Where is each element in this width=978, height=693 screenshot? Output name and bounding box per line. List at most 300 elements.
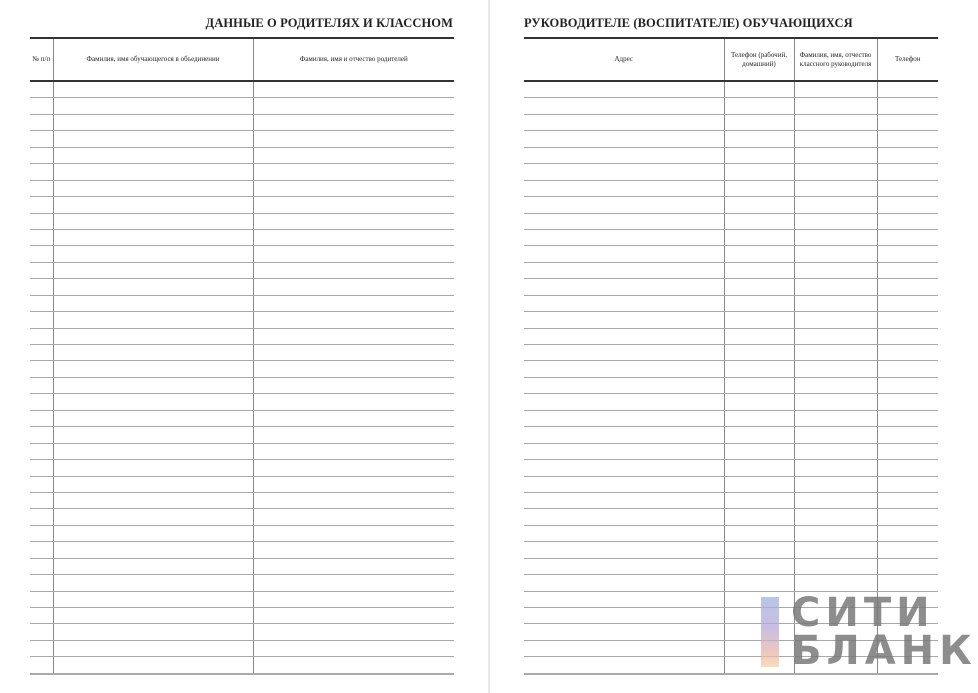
table-row (30, 312, 454, 328)
table-row (30, 229, 454, 245)
table-cell (724, 345, 794, 361)
table-cell (30, 114, 53, 130)
table-cell (724, 147, 794, 163)
table-cell (30, 443, 53, 459)
table-cell (524, 295, 724, 311)
table-cell (53, 262, 253, 278)
table-cell (30, 509, 53, 525)
table-cell (524, 147, 724, 163)
table-cell (53, 427, 253, 443)
table-row (30, 262, 454, 278)
table-cell (794, 410, 877, 426)
table-cell (30, 624, 53, 640)
table-cell (524, 131, 724, 147)
table-cell (524, 98, 724, 114)
table-row (30, 131, 454, 147)
table-cell (253, 640, 454, 656)
table-cell (524, 114, 724, 130)
table-cell (724, 262, 794, 278)
table-cell (53, 197, 253, 213)
table-cell (877, 131, 938, 147)
table-row (524, 509, 938, 525)
table-cell (253, 328, 454, 344)
table-cell (30, 328, 53, 344)
table-cell (30, 591, 53, 607)
table-cell (253, 361, 454, 377)
table-cell (724, 575, 794, 591)
table-cell (53, 640, 253, 656)
table-cell (524, 410, 724, 426)
table-row (524, 476, 938, 492)
table-cell (794, 377, 877, 393)
table-cell (724, 460, 794, 476)
table-cell (877, 279, 938, 295)
table-cell (524, 427, 724, 443)
table-cell (794, 164, 877, 180)
table-cell (724, 476, 794, 492)
table-cell (53, 608, 253, 624)
table-cell (30, 197, 53, 213)
table-cell (30, 180, 53, 196)
table-cell (30, 295, 53, 311)
table-row (524, 443, 938, 459)
table-cell (794, 295, 877, 311)
table-cell (524, 542, 724, 558)
table-row (30, 147, 454, 163)
table-cell (524, 213, 724, 229)
table-row (524, 262, 938, 278)
table-cell (877, 509, 938, 525)
table-cell (253, 657, 454, 674)
table-cell (877, 394, 938, 410)
table-cell (30, 558, 53, 574)
table-header-row (30, 38, 454, 81)
table-row (524, 180, 938, 196)
table-row (524, 410, 938, 426)
table-cell (30, 377, 53, 393)
table-row (30, 509, 454, 525)
table-row (524, 575, 938, 591)
table-cell (724, 427, 794, 443)
table-cell (724, 410, 794, 426)
table-cell (253, 525, 454, 541)
table-row (30, 394, 454, 410)
table-cell (30, 460, 53, 476)
table-cell (794, 114, 877, 130)
table-cell (53, 279, 253, 295)
logo-text-line1: СИТИ (791, 590, 935, 636)
table-cell (724, 492, 794, 508)
table-row (30, 542, 454, 558)
table-cell (794, 558, 877, 574)
table-cell (877, 460, 938, 476)
table-cell (524, 312, 724, 328)
table-cell (524, 460, 724, 476)
table-cell (53, 164, 253, 180)
table-cell (53, 229, 253, 245)
table-cell (724, 213, 794, 229)
table-cell (53, 591, 253, 607)
table-cell (877, 345, 938, 361)
table-cell (794, 525, 877, 541)
table-cell (724, 542, 794, 558)
table-cell (53, 345, 253, 361)
table-cell (794, 262, 877, 278)
table-cell (253, 427, 454, 443)
table-cell (253, 246, 454, 262)
table-row (30, 377, 454, 393)
table-cell (253, 608, 454, 624)
table-cell (30, 492, 53, 508)
table-cell (253, 312, 454, 328)
table-cell (794, 394, 877, 410)
table-cell (877, 180, 938, 196)
table-cell (53, 394, 253, 410)
table-cell (877, 312, 938, 328)
table-cell (30, 640, 53, 656)
table-cell (30, 394, 53, 410)
table-cell (30, 213, 53, 229)
logo-text-line2: БЛАНК (791, 628, 977, 674)
table-cell (524, 657, 724, 674)
table-cell (53, 81, 253, 98)
table-cell (30, 262, 53, 278)
table-cell (53, 542, 253, 558)
table-cell (877, 492, 938, 508)
table-cell (877, 476, 938, 492)
table-cell (794, 147, 877, 163)
logo-gradient-bar (761, 597, 779, 667)
table-cell (524, 377, 724, 393)
table-cell (53, 624, 253, 640)
table-cell (877, 558, 938, 574)
table-cell (724, 328, 794, 344)
table-cell (253, 476, 454, 492)
table-cell (794, 312, 877, 328)
table-cell (524, 262, 724, 278)
table-cell (53, 213, 253, 229)
table-cell (53, 98, 253, 114)
table-row (30, 624, 454, 640)
table-row (30, 295, 454, 311)
table-cell (53, 131, 253, 147)
table-cell (724, 164, 794, 180)
table-cell (524, 229, 724, 245)
table-cell (724, 525, 794, 541)
table-cell (253, 575, 454, 591)
table-cell (794, 345, 877, 361)
table-cell (53, 558, 253, 574)
table-row (524, 525, 938, 541)
table-cell (253, 81, 454, 98)
table-cell (30, 608, 53, 624)
table-cell (524, 624, 724, 640)
table-cell (877, 295, 938, 311)
table-cell (524, 525, 724, 541)
table-header-row (524, 38, 938, 81)
table-cell (724, 312, 794, 328)
table-cell (724, 98, 794, 114)
table-cell (724, 131, 794, 147)
table-cell (253, 345, 454, 361)
table-cell (53, 180, 253, 196)
table-cell (877, 443, 938, 459)
table-cell (253, 591, 454, 607)
table-row (524, 213, 938, 229)
table-row (524, 246, 938, 262)
column-header-number: № п/п (30, 38, 53, 81)
table-row (30, 410, 454, 426)
table-cell (794, 509, 877, 525)
table-row (524, 328, 938, 344)
left-page (0, 0, 488, 693)
table-row (524, 361, 938, 377)
table-cell (724, 81, 794, 98)
table-cell (30, 361, 53, 377)
table-cell (30, 345, 53, 361)
table-cell (30, 427, 53, 443)
table-row (30, 361, 454, 377)
table-cell (794, 229, 877, 245)
table-cell (253, 509, 454, 525)
table-cell (253, 147, 454, 163)
table-cell (724, 197, 794, 213)
table-cell (253, 377, 454, 393)
table-cell (53, 312, 253, 328)
table-cell (524, 180, 724, 196)
table-row (524, 81, 938, 98)
table-row (30, 345, 454, 361)
table-row (30, 558, 454, 574)
table-row (524, 197, 938, 213)
table-cell (53, 114, 253, 130)
table-cell (53, 443, 253, 459)
table-cell (253, 394, 454, 410)
table-cell (524, 575, 724, 591)
table-row (524, 164, 938, 180)
table-row (30, 81, 454, 98)
column-header-parents-name: Фамилия, имя и отчество родителей (253, 38, 454, 81)
table-cell (53, 246, 253, 262)
table-row (30, 476, 454, 492)
table-row (30, 328, 454, 344)
table-cell (877, 98, 938, 114)
table-cell (724, 377, 794, 393)
table-cell (253, 131, 454, 147)
table-cell (30, 164, 53, 180)
table-cell (253, 197, 454, 213)
table-cell (524, 509, 724, 525)
table-cell (253, 624, 454, 640)
left-page-title: ДАННЫЕ О РОДИТЕЛЯХ И КЛАССНОМ (205, 16, 453, 30)
table-cell (524, 558, 724, 574)
column-header-phone-parents: Телефон (рабочий, домашний) (724, 38, 794, 81)
table-cell (253, 460, 454, 476)
table-cell (524, 164, 724, 180)
table-cell (253, 542, 454, 558)
table-cell (877, 328, 938, 344)
table-row (524, 295, 938, 311)
table-row (524, 542, 938, 558)
table-cell (30, 229, 53, 245)
table-cell (253, 229, 454, 245)
table-cell (30, 476, 53, 492)
table-row (30, 114, 454, 130)
table-row (30, 460, 454, 476)
table-row (524, 114, 938, 130)
table-cell (53, 361, 253, 377)
address-teacher-table (524, 37, 938, 675)
table-cell (877, 542, 938, 558)
table-row (524, 312, 938, 328)
table-cell (724, 394, 794, 410)
table-cell (724, 246, 794, 262)
table-cell (253, 558, 454, 574)
table-row (30, 657, 454, 674)
table-row (30, 591, 454, 607)
table-cell (30, 98, 53, 114)
table-cell (877, 427, 938, 443)
table-cell (794, 542, 877, 558)
table-row (524, 147, 938, 163)
column-header-address: Адрес (524, 38, 724, 81)
table-cell (253, 279, 454, 295)
table-cell (794, 180, 877, 196)
table-cell (794, 476, 877, 492)
table-cell (524, 492, 724, 508)
table-cell (724, 279, 794, 295)
table-row (30, 427, 454, 443)
table-row (524, 492, 938, 508)
table-cell (794, 246, 877, 262)
table-cell (30, 410, 53, 426)
column-header-student-name: Фамилия, имя обучающегося в объединении (53, 38, 253, 81)
table-cell (253, 180, 454, 196)
table-cell (53, 460, 253, 476)
table-cell (877, 377, 938, 393)
table-cell (53, 575, 253, 591)
table-cell (30, 81, 53, 98)
table-cell (524, 328, 724, 344)
table-cell (53, 147, 253, 163)
table-cell (524, 197, 724, 213)
table-cell (877, 525, 938, 541)
right-page-title: РУКОВОДИТЕЛЕ (ВОСПИТАТЕЛЕ) ОБУЧАЮЩИХСЯ (524, 16, 853, 30)
table-cell (794, 460, 877, 476)
table-cell (877, 164, 938, 180)
table-cell (253, 443, 454, 459)
students-parents-table (30, 37, 454, 675)
table-cell (30, 657, 53, 674)
table-cell (53, 657, 253, 674)
table-cell (877, 575, 938, 591)
table-row (524, 427, 938, 443)
table-cell (253, 114, 454, 130)
table-cell (524, 443, 724, 459)
table-cell (724, 361, 794, 377)
table-cell (53, 295, 253, 311)
table-cell (724, 509, 794, 525)
table-cell (724, 114, 794, 130)
table-cell (724, 180, 794, 196)
table-cell (524, 591, 724, 607)
table-row (30, 608, 454, 624)
table-cell (524, 246, 724, 262)
table-cell (877, 229, 938, 245)
table-cell (877, 197, 938, 213)
table-cell (877, 262, 938, 278)
table-cell (30, 279, 53, 295)
table-cell (794, 427, 877, 443)
table-cell (53, 328, 253, 344)
table-row (30, 492, 454, 508)
table-cell (253, 98, 454, 114)
table-cell (53, 377, 253, 393)
table-cell (30, 246, 53, 262)
table-cell (524, 640, 724, 656)
table-cell (30, 575, 53, 591)
table-row (524, 279, 938, 295)
table-cell (30, 312, 53, 328)
table-cell (30, 131, 53, 147)
table-row (30, 525, 454, 541)
table-cell (794, 361, 877, 377)
table-cell (524, 81, 724, 98)
table-row (30, 213, 454, 229)
column-header-class-teacher: Фамилия, имя, отчество классного руководителя (794, 38, 877, 81)
table-cell (877, 213, 938, 229)
table-cell (30, 525, 53, 541)
table-cell (877, 147, 938, 163)
table-cell (877, 81, 938, 98)
table-row (30, 443, 454, 459)
table-cell (794, 492, 877, 508)
table-row (30, 246, 454, 262)
right-table-body (524, 81, 938, 674)
table-cell (253, 164, 454, 180)
table-row (30, 180, 454, 196)
column-header-teacher-phone: Телефон (877, 38, 938, 81)
table-cell (877, 410, 938, 426)
table-row (524, 229, 938, 245)
table-row (524, 377, 938, 393)
table-cell (30, 542, 53, 558)
table-row (524, 394, 938, 410)
table-cell (253, 410, 454, 426)
table-row (30, 575, 454, 591)
table-row (30, 279, 454, 295)
table-row (524, 460, 938, 476)
table-cell (794, 443, 877, 459)
table-cell (524, 361, 724, 377)
table-cell (53, 476, 253, 492)
table-cell (524, 345, 724, 361)
table-row (524, 345, 938, 361)
table-cell (794, 131, 877, 147)
table-cell (877, 114, 938, 130)
table-cell (53, 509, 253, 525)
table-cell (524, 279, 724, 295)
table-row (524, 558, 938, 574)
table-cell (794, 328, 877, 344)
table-cell (877, 246, 938, 262)
table-cell (794, 197, 877, 213)
table-cell (53, 525, 253, 541)
table-cell (724, 443, 794, 459)
table-row (524, 98, 938, 114)
table-row (30, 640, 454, 656)
table-cell (253, 262, 454, 278)
